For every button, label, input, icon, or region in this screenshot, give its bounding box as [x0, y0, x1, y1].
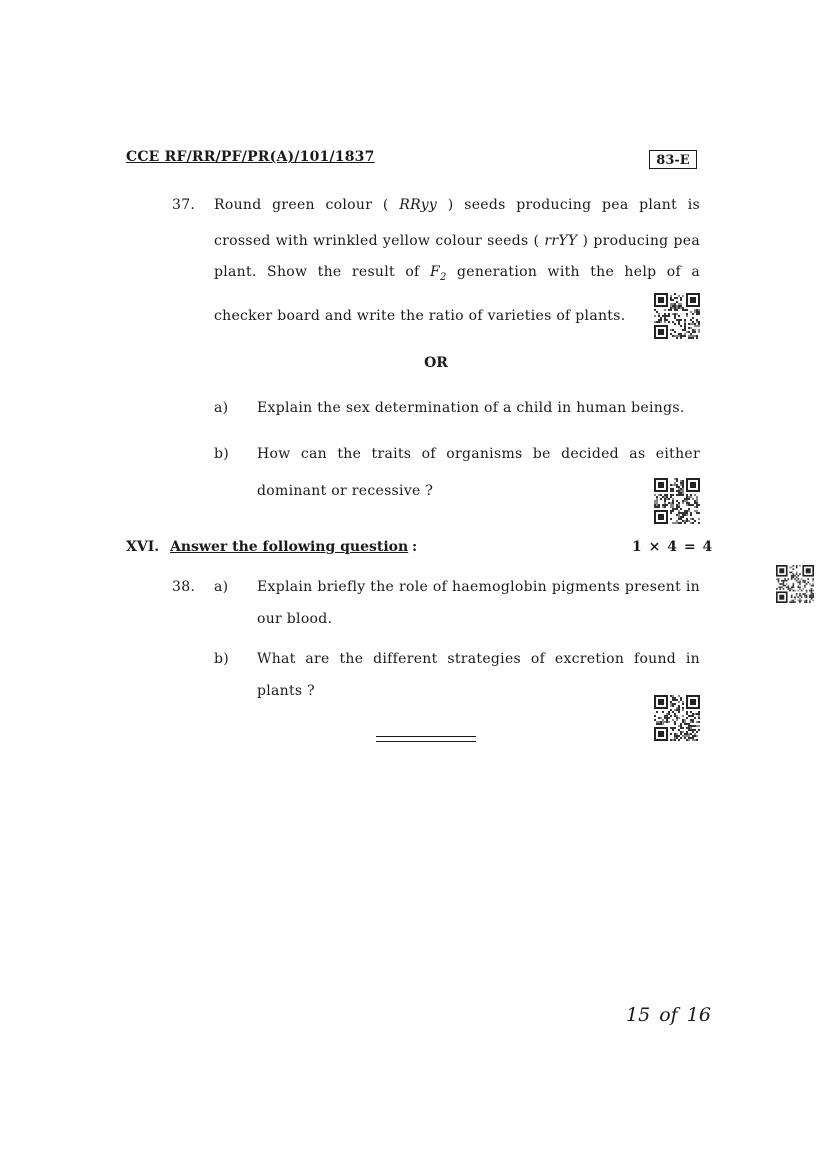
q37-line-1 — [214, 197, 700, 213]
q37-line-4: checker board and write the ratio of varieties of plants. — [214, 308, 626, 324]
margin-qr-code-icon — [776, 565, 814, 603]
page-number: 15 of 16 — [626, 1004, 711, 1026]
qr-code-icon — [654, 293, 700, 339]
alt-a-label: a) — [214, 400, 229, 416]
q37-line-3 — [214, 264, 700, 283]
question-number-38: 38. — [172, 579, 196, 595]
paper-code-box: 83-E — [649, 150, 697, 169]
q37-line-3-text-a: plant. Show the result of — [214, 264, 420, 280]
or-label: OR — [424, 355, 448, 371]
q37-line-2 — [214, 233, 700, 249]
section-title: Answer the following question — [170, 539, 409, 555]
q38-a-line-2: our blood. — [257, 611, 333, 627]
q38-b-line-2: plants ? — [257, 683, 315, 699]
question-number-37: 37. — [172, 197, 196, 213]
section-marks: 1 × 4 = 4 — [632, 539, 713, 555]
q37-line-2-text-b: ) producing pea — [582, 233, 700, 249]
alt-b-line-1: How can the traits of organisms be decided as either — [257, 446, 700, 462]
section-number: XVI. — [126, 539, 160, 555]
end-of-questions-rule — [376, 736, 476, 742]
q37-genotype-rryy-2: rrYY — [544, 233, 578, 249]
alt-b-line-2: dominant or recessive ? — [257, 483, 434, 499]
q37-line-1-text-a: Round green colour ( — [214, 197, 389, 213]
q37-genotype-rryy: RRyy — [399, 197, 438, 213]
q37-line-3-text-b: generation with the help of a — [457, 264, 700, 280]
q37-line-1-text-b: ) seeds producing pea plant is — [447, 197, 700, 213]
document-code: CCE RF/RR/PF/PR(A)/101/1837 — [126, 149, 375, 165]
q37-f2-symbol: $F_2$ — [429, 264, 447, 283]
alt-b-label: b) — [214, 446, 230, 462]
qr-code-icon — [654, 478, 700, 524]
q37-line-2-text-a: crossed with wrinkled yellow colour seeds ( — [214, 233, 540, 249]
section-colon: : — [412, 539, 418, 555]
q38-a-line-1: Explain briefly the role of haemoglobin pigments present in — [257, 579, 700, 595]
q38-a-label: a) — [214, 579, 229, 595]
q38-b-line-1: What are the different strategies of excretion found in — [257, 651, 700, 667]
alt-a-text: Explain the sex determination of a child in human beings. — [257, 400, 685, 416]
qr-code-icon — [654, 695, 700, 741]
q38-b-label: b) — [214, 651, 230, 667]
